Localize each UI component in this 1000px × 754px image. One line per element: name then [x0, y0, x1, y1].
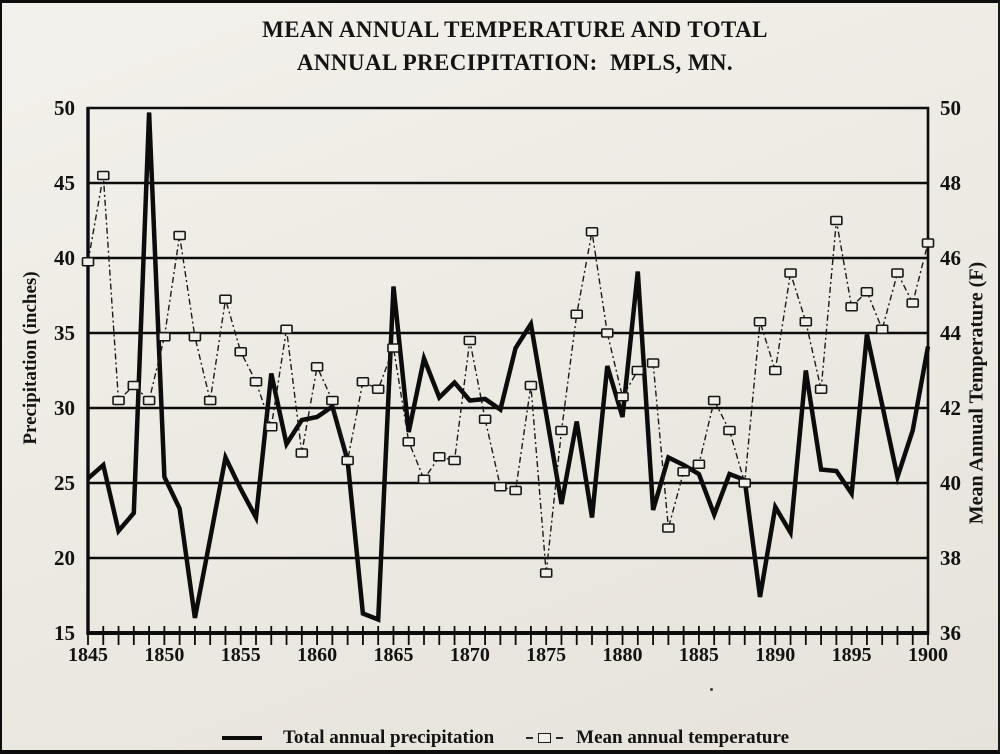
legend-temperature-label: Mean annual temperature [576, 727, 790, 748]
dash-icon [556, 737, 563, 739]
y-axis-labels-right [940, 96, 962, 645]
temperature-marker [510, 487, 521, 495]
temperature-marker [403, 438, 414, 446]
temperature-marker [755, 318, 766, 326]
precipitation-line [88, 113, 928, 620]
temperature-marker [907, 299, 918, 307]
temperature-marker [357, 378, 368, 386]
temperature-marker [831, 217, 842, 225]
chart-title-line1: MEAN ANNUAL TEMPERATURE AND TOTAL [262, 17, 768, 42]
temperature-marker [739, 479, 750, 487]
svg-text:15: 15 [54, 621, 75, 645]
chart-title-line2: ANNUAL PRECIPITATION: MPLS, MN. [296, 50, 734, 75]
y-axis-labels-left [54, 96, 75, 645]
svg-text:48: 48 [940, 171, 961, 195]
temperature-marker [541, 569, 552, 577]
temperature-marker [189, 333, 200, 341]
temperature-marker [800, 318, 811, 326]
svg-text:1870: 1870 [449, 644, 490, 666]
temperature-marker [525, 382, 536, 390]
temperature-marker [480, 415, 491, 423]
temperature-marker [923, 239, 934, 247]
temperature-marker [709, 397, 720, 405]
temperature-marker [128, 382, 139, 390]
temperature-marker [296, 449, 307, 457]
temperature-marker [464, 337, 475, 345]
temperature-marker [602, 329, 613, 337]
svg-text:40: 40 [940, 471, 961, 495]
temperature-marker [281, 325, 292, 333]
svg-text:50: 50 [940, 96, 961, 120]
svg-text:30: 30 [54, 396, 75, 420]
svg-text:1855: 1855 [220, 644, 261, 666]
temperature-marker [220, 295, 231, 303]
temperature-marker [892, 269, 903, 277]
temperature-marker [159, 333, 170, 341]
scan-artifact-dot [710, 688, 713, 691]
svg-text:1865: 1865 [373, 644, 414, 666]
temperature-marker [724, 427, 735, 435]
temperature-marker [373, 385, 384, 393]
svg-text:1875: 1875 [526, 644, 567, 666]
svg-text:38: 38 [940, 546, 961, 570]
temperature-marker [205, 397, 216, 405]
dash-icon [526, 737, 533, 739]
temperature-marker [388, 344, 399, 352]
temperature-marker [83, 258, 94, 266]
svg-text:1895: 1895 [831, 644, 872, 666]
temperature-marker [495, 483, 506, 491]
temperature-marker [342, 457, 353, 465]
svg-text:1845: 1845 [68, 644, 108, 666]
svg-text:44: 44 [940, 321, 961, 345]
temperature-marker [434, 453, 445, 461]
temperature-marker [174, 232, 185, 240]
legend-precipitation-label: Total annual precipitation [283, 727, 495, 748]
temperature-marker [98, 172, 109, 180]
svg-text:50: 50 [54, 96, 75, 120]
temperature-marker [816, 385, 827, 393]
svg-text:45: 45 [54, 171, 75, 195]
temperature-marker [113, 397, 124, 405]
square-marker-icon [538, 733, 551, 743]
svg-text:36: 36 [940, 621, 961, 645]
svg-text:40: 40 [54, 246, 75, 270]
legend [222, 726, 789, 750]
temperature-marker [785, 269, 796, 277]
temperature-marker [235, 348, 246, 356]
svg-text:1880: 1880 [602, 644, 643, 666]
temperature-marker [266, 423, 277, 431]
svg-text:1900: 1900 [908, 644, 948, 666]
temperature-marker [861, 288, 872, 296]
temperature-marker [693, 460, 704, 468]
right-axis-title: Mean Annual Temperature (F) [965, 261, 988, 525]
svg-text:42: 42 [940, 396, 961, 420]
svg-text:1850: 1850 [144, 644, 185, 666]
x-axis-labels [68, 644, 948, 666]
svg-text:1885: 1885 [678, 644, 719, 666]
temperature-marker [327, 397, 338, 405]
temperature-marker [617, 393, 628, 401]
svg-text:35: 35 [54, 321, 75, 345]
svg-text:25: 25 [54, 471, 75, 495]
temperature-marker [449, 457, 460, 465]
svg-text:46: 46 [940, 246, 961, 270]
temperature-marker [556, 427, 567, 435]
temperature-marker-swatch [526, 733, 563, 743]
temperature-marker [251, 378, 262, 386]
svg-text:1890: 1890 [755, 644, 796, 666]
temperature-marker [877, 325, 888, 333]
svg-text:1860: 1860 [297, 644, 338, 666]
temperature-marker [571, 310, 582, 318]
temperature-marker [663, 524, 674, 532]
temperature-marker [144, 397, 155, 405]
temperature-marker [587, 228, 598, 236]
svg-text:20: 20 [54, 546, 75, 570]
temperature-marker [648, 359, 659, 367]
left-axis-title: Precipitation (inches) [20, 271, 41, 445]
temperature-marker [419, 475, 430, 483]
temperature-marker [678, 468, 689, 476]
temperature-marker [770, 367, 781, 375]
temperature-marker [846, 303, 857, 311]
temperature-marker [312, 363, 323, 371]
precipitation-line-swatch [222, 736, 262, 740]
temperature-marker [632, 367, 643, 375]
x-axis-ticks [88, 626, 928, 645]
